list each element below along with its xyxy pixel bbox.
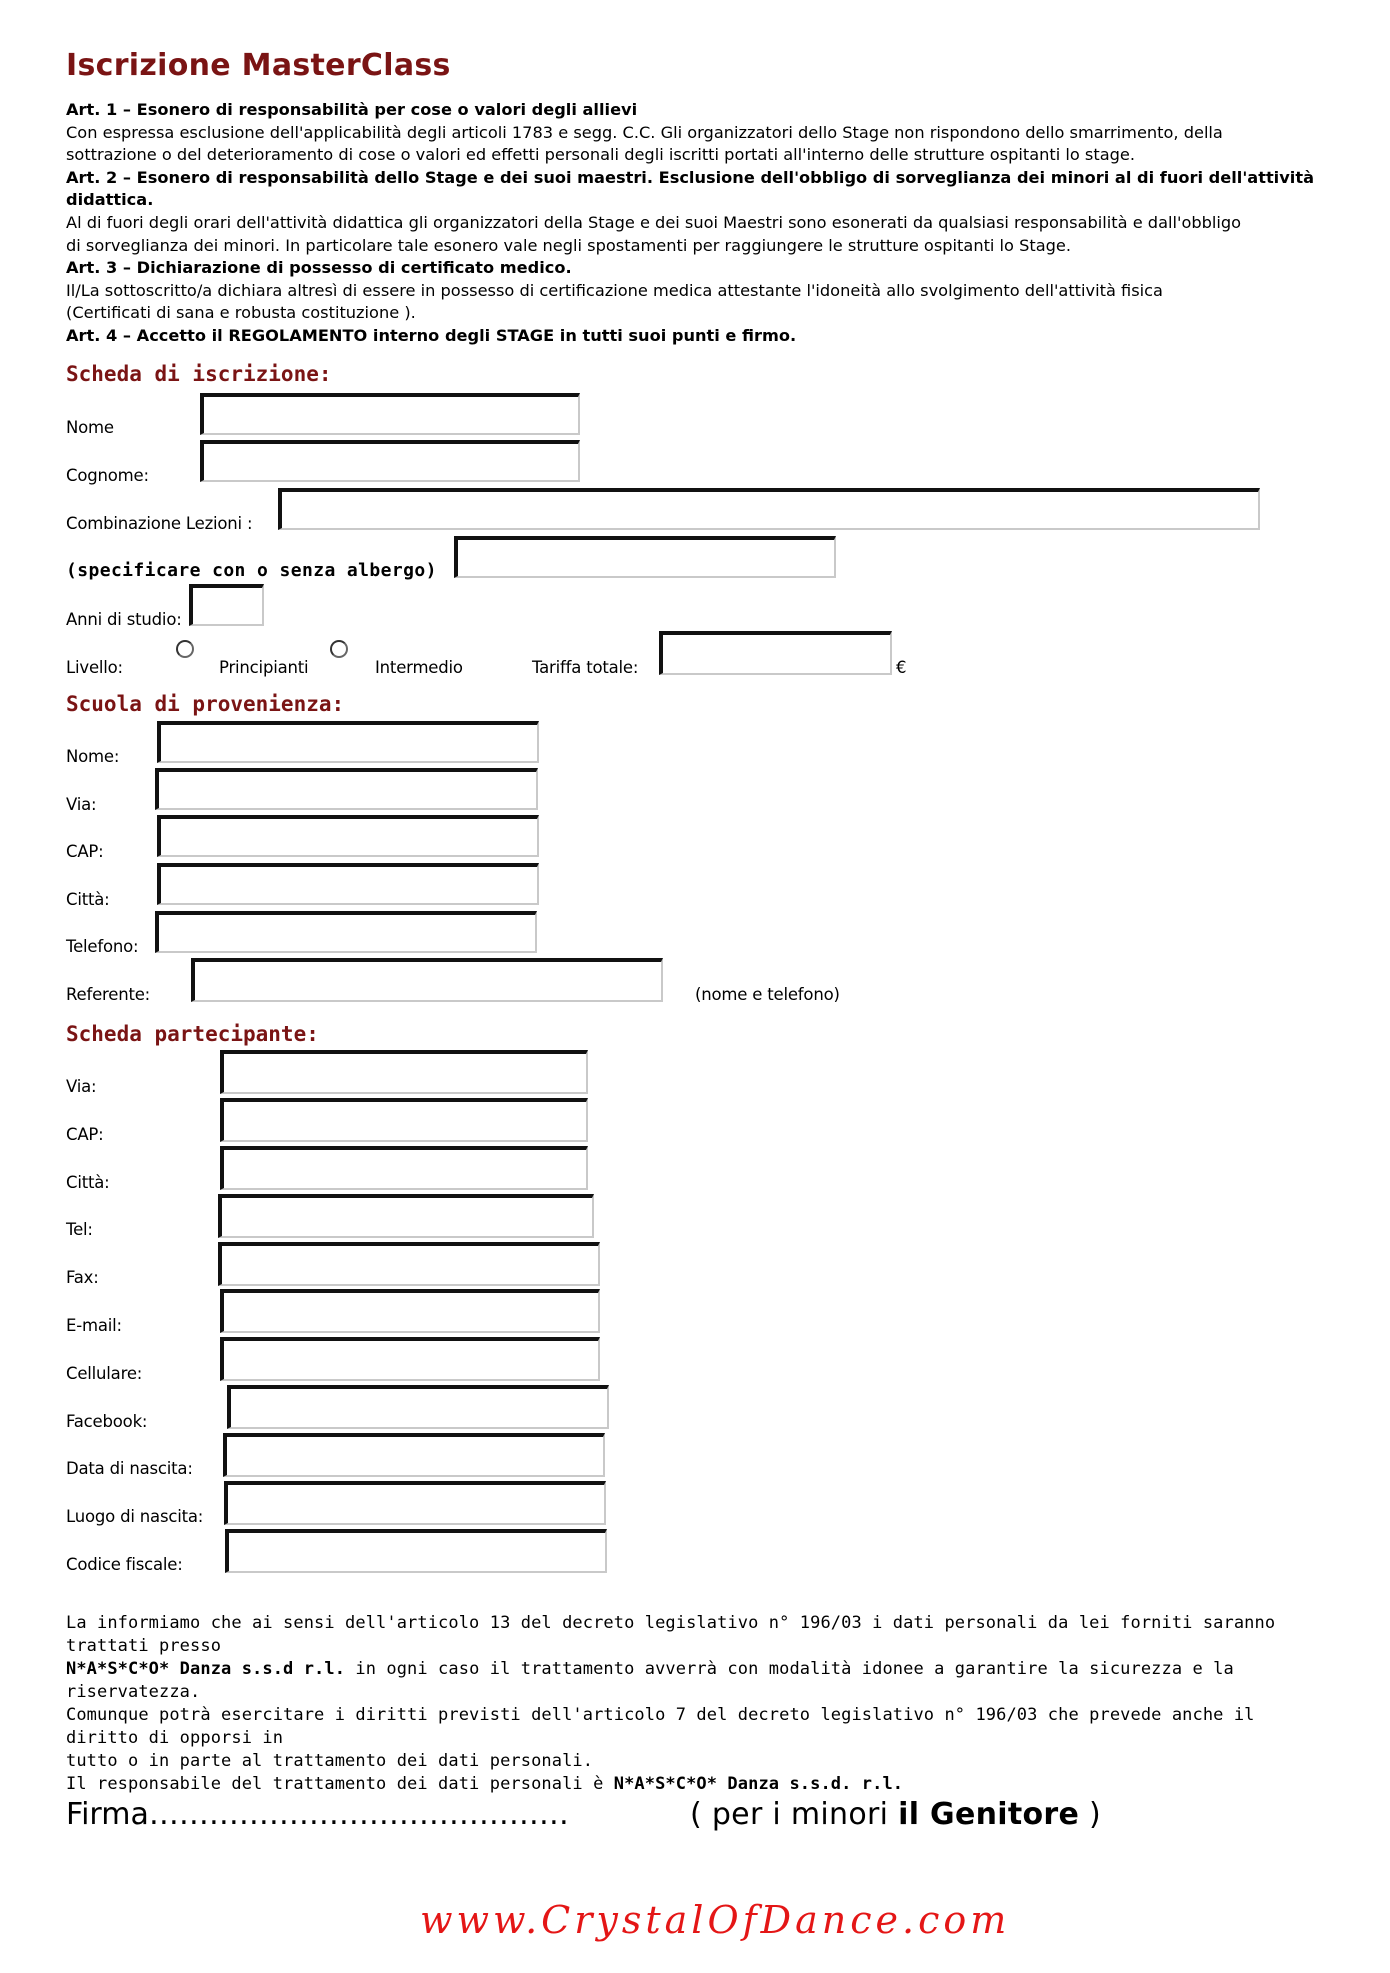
tel-input[interactable] bbox=[218, 1194, 594, 1238]
company-name: N*A*S*C*O* Danza s.s.d r.l. bbox=[66, 1659, 346, 1679]
privacy-line: Comunque potrà esercitare i diritti previsti dell'articolo 7 del decreto legislativo n° 196/03 che prevede anche il diritto di opporsi in bbox=[66, 1705, 1255, 1748]
tariffa-totale-input[interactable] bbox=[659, 631, 892, 675]
intermedio-radio[interactable] bbox=[330, 640, 348, 658]
privacy-notice bbox=[66, 1612, 1336, 1796]
article-2-heading: Art. 2 – Esonero di responsabilità dello Stage e dei suoi maestri. Esclusione dell'obbligo di sorveglianza dei minori al di fuori dell'attività didattica. bbox=[66, 167, 1314, 210]
partecipante-via-input[interactable] bbox=[220, 1050, 588, 1094]
email-input[interactable] bbox=[220, 1289, 600, 1333]
partecipante-citta-input[interactable] bbox=[220, 1146, 588, 1190]
company-name: N*A*S*C*O* Danza s.s.d. r.l. bbox=[613, 1774, 904, 1794]
article-2-line: di sorveglianza dei minori. In particolare tale esonero vale negli spostamenti per raggiungere le strutture ospitanti lo Stage. bbox=[66, 235, 1072, 255]
email-label: E-mail: bbox=[66, 1316, 122, 1335]
scuola-nome-label: Nome: bbox=[66, 747, 120, 766]
referente-label: Referente: bbox=[66, 985, 151, 1004]
section-title-iscrizione: Scheda di iscrizione: bbox=[66, 362, 332, 386]
privacy-line bbox=[66, 1658, 1336, 1704]
privacy-line bbox=[66, 1773, 1336, 1796]
section-title-scuola: Scuola di provenienza: bbox=[66, 692, 345, 716]
combinazione-lezioni-label: Combinazione Lezioni : bbox=[66, 514, 253, 533]
article-1-line: Con espressa esclusione dell'applicabilità degli articoli 1783 e segg. C.C. Gli organizzatori dello Stage non rispondono dello smarrimento, della bbox=[66, 122, 1223, 142]
cognome-input[interactable] bbox=[200, 440, 580, 482]
codice-fiscale-input[interactable] bbox=[225, 1529, 607, 1573]
principianti-radio[interactable] bbox=[176, 640, 194, 658]
livello-label: Livello: bbox=[66, 658, 123, 677]
partecipante-via-label: Via: bbox=[66, 1077, 97, 1096]
fax-input[interactable] bbox=[218, 1242, 600, 1286]
article-1-heading: Art. 1 – Esonero di responsabilità per cose o valori degli allievi bbox=[66, 100, 638, 119]
scuola-telefono-label: Telefono: bbox=[66, 937, 139, 956]
article-3-line: (Certificati di sana e robusta costituzione ). bbox=[66, 303, 416, 323]
partecipante-cap-label: CAP: bbox=[66, 1125, 104, 1144]
codice-fiscale-label: Codice fiscale: bbox=[66, 1555, 183, 1574]
privacy-text: in ogni caso il trattamento avverrà con modalità idonee a garantire la sicurezza e la riservatezza. bbox=[66, 1659, 1234, 1702]
cellulare-label: Cellulare: bbox=[66, 1364, 143, 1383]
referente-note: (nome e telefono) bbox=[695, 985, 840, 1004]
euro-symbol: € bbox=[896, 658, 907, 677]
fax-label: Fax: bbox=[66, 1268, 99, 1287]
albergo-input[interactable] bbox=[454, 536, 836, 578]
facebook-input[interactable] bbox=[227, 1385, 609, 1429]
article-3-line: Il/La sottoscritto/a dichiara altresì di essere in possesso di certificazione medica attestante l'idoneità allo svolgimento dell'attività fisica bbox=[66, 280, 1163, 300]
scuola-via-input[interactable] bbox=[155, 768, 538, 810]
scuola-via-label: Via: bbox=[66, 795, 97, 814]
intermedio-label: Intermedio bbox=[375, 658, 463, 677]
nome-label: Nome bbox=[66, 418, 114, 437]
scuola-nome-input[interactable] bbox=[157, 721, 539, 763]
scuola-citta-label: Città: bbox=[66, 890, 110, 909]
privacy-text: Il responsabile del trattamento dei dati personali è bbox=[66, 1774, 614, 1794]
partecipante-cap-input[interactable] bbox=[220, 1098, 588, 1142]
tel-label: Tel: bbox=[66, 1220, 93, 1239]
luogo-nascita-input[interactable] bbox=[224, 1481, 606, 1525]
scuola-telefono-input[interactable] bbox=[155, 911, 537, 953]
data-nascita-input[interactable] bbox=[223, 1433, 605, 1477]
website-url: www.CrystalOfDance.com bbox=[420, 1898, 1011, 1942]
parent-note-bold: il Genitore bbox=[898, 1797, 1080, 1832]
data-nascita-label: Data di nascita: bbox=[66, 1459, 193, 1478]
albergo-label: (specificare con o senza albergo) bbox=[66, 560, 437, 581]
principianti-label: Principianti bbox=[219, 658, 309, 677]
partecipante-citta-label: Città: bbox=[66, 1173, 110, 1192]
page-title: Iscrizione MasterClass bbox=[66, 48, 451, 83]
signature-line: Firma…………………………………… bbox=[66, 1797, 569, 1832]
anni-studio-input[interactable] bbox=[189, 584, 264, 626]
parent-note-text: ( per i minori bbox=[690, 1797, 899, 1832]
scuola-cap-input[interactable] bbox=[157, 815, 539, 857]
luogo-nascita-label: Luogo di nascita: bbox=[66, 1507, 204, 1526]
rules-articles bbox=[66, 99, 1326, 348]
article-1-line: sottrazione o del deterioramento di cose o valori ed effetti personali degli iscritti portati all'interno delle strutture ospitanti lo stage. bbox=[66, 145, 1135, 165]
referente-input[interactable] bbox=[191, 958, 663, 1002]
article-3-heading: Art. 3 – Dichiarazione di possesso di certificato medico. bbox=[66, 258, 572, 278]
article-4-heading: Art. 4 – Accetto il REGOLAMENTO interno degli STAGE in tutti suoi punti e firmo. bbox=[66, 325, 797, 345]
section-title-partecipante: Scheda partecipante: bbox=[66, 1022, 319, 1046]
combinazione-lezioni-input[interactable] bbox=[278, 488, 1260, 530]
parent-note bbox=[690, 1797, 1101, 1832]
privacy-line: La informiamo che ai sensi dell'articolo 13 del decreto legislativo n° 196/03 i dati personali da lei forniti saranno trattati presso bbox=[66, 1613, 1276, 1656]
parent-note-text: ) bbox=[1079, 1797, 1101, 1832]
article-2-line: Al di fuori degli orari dell'attività didattica gli organizzatori della Stage e dei suoi Maestri sono esonerati da qualsiasi responsabilità e dall'obbligo bbox=[66, 212, 1242, 232]
scuola-citta-input[interactable] bbox=[157, 863, 539, 905]
cellulare-input[interactable] bbox=[220, 1337, 600, 1381]
nome-input[interactable] bbox=[200, 393, 580, 435]
cognome-label: Cognome: bbox=[66, 466, 149, 485]
privacy-line: tutto o in parte al trattamento dei dati personali. bbox=[66, 1751, 594, 1771]
facebook-label: Facebook: bbox=[66, 1412, 148, 1431]
tariffa-totale-label: Tariffa totale: bbox=[532, 658, 639, 677]
scuola-cap-label: CAP: bbox=[66, 842, 104, 861]
anni-studio-label: Anni di studio: bbox=[66, 610, 182, 629]
